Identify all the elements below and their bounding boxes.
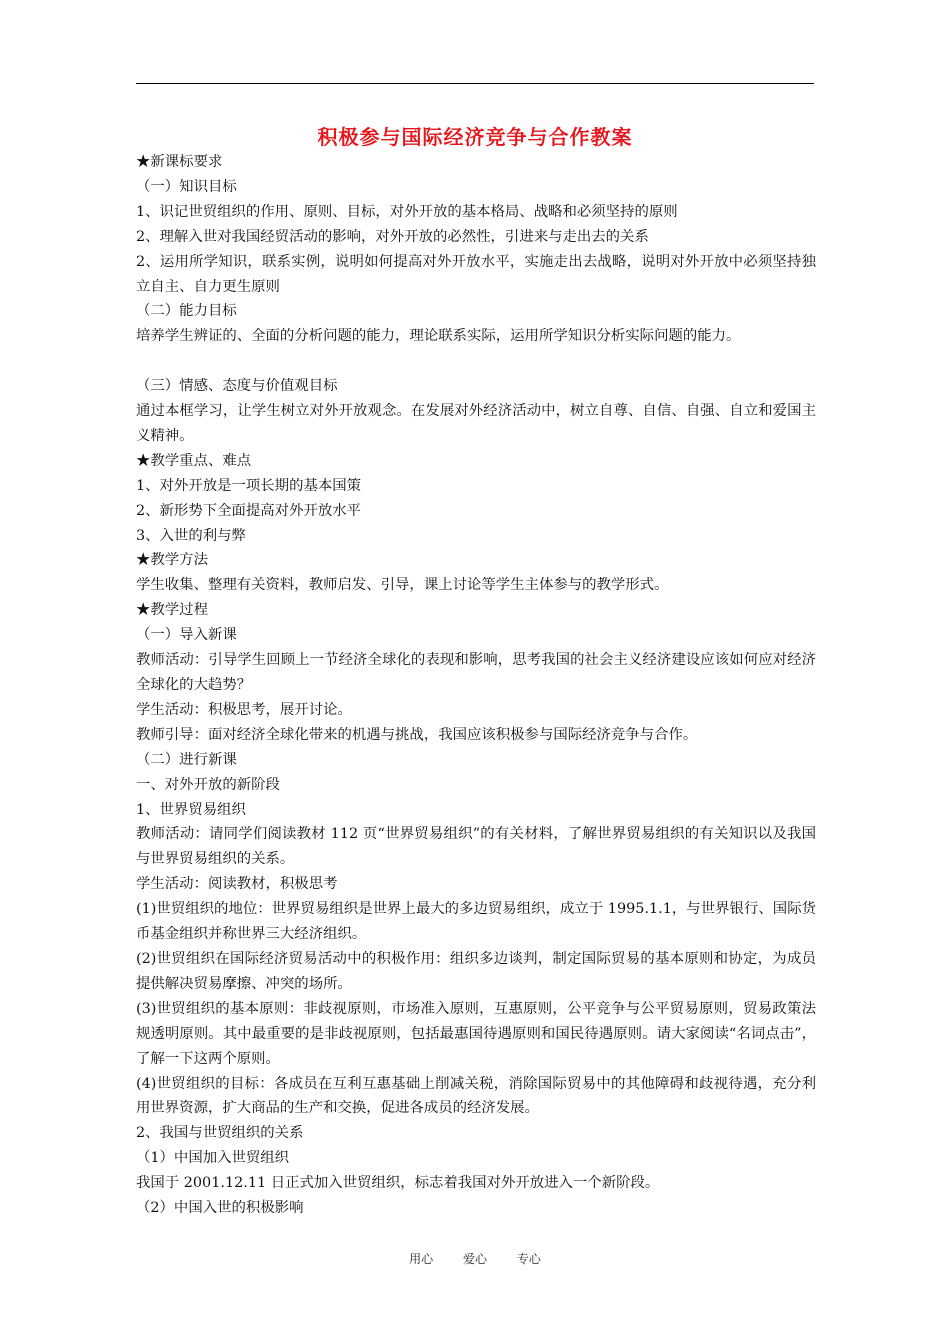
paragraph: 教师活动：请同学们阅读教材 112 页“世界贸易组织”的有关材料，了解世界贸易组织的有关知识以及我国与世界贸易组织的关系。 [136,826,816,868]
subsection-heading: 1、世界贸易组织 [136,801,246,818]
page-title: 积极参与国际经济竞争与合作教案 [317,125,633,149]
paragraph: (1)世贸组织的地位：世界贸易组织是世界上最大的多边贸易组织，成立于 1995.1.1，与世界银行、国际货币基金组织并称世界三大经济组织。 [136,901,816,943]
page-footer [0,1250,950,1267]
blank-line [136,349,816,374]
subsection-heading: （二）进行新课 [136,751,237,768]
paragraph: (4)世贸组织的目标：各成员在互利互惠基础上削减关税，消除国际贸易中的其他障碍和歧视待遇，充分利用世界资源，扩大商品的生产和交换，促进各成员的经济发展。 [136,1075,816,1117]
list-item: 2、运用所学知识，联系实例，说明如何提高对外开放水平，实施走出去战略，说明对外开放中必须坚持独立自主、自力更生原则 [136,253,816,295]
subsection-heading: （2）中国入世的积极影响 [136,1200,304,1217]
subsection-heading: 一、对外开放的新阶段 [136,776,280,793]
list-item: 1、识记世贸组织的作用、原则、目标，对外开放的基本格局、战略和必须坚持的原则 [136,203,678,220]
paragraph: 培养学生辨证的、全面的分析问题的能力，理论联系实际，运用所学知识分析实际问题的能力。 [136,328,741,345]
document-body [136,150,816,1221]
section-heading: ★教学过程 [136,602,208,619]
paragraph: (2)世贸组织在国际经济贸易活动中的积极作用：组织多边谈判，制定国际贸易的基本原则和协定，为成员提供解决贸易摩擦、冲突的场所。 [136,950,816,992]
subsection-heading: （一）导入新课 [136,627,237,644]
section-heading: ★教学重点、难点 [136,452,252,469]
section-heading: ★新课标要求 [136,154,223,170]
subsection-heading: （二）能力目标 [136,303,237,320]
paragraph: 我国于 2001.12.11 日正式加入世贸组织，标志着我国对外开放进入一个新阶段。 [136,1175,660,1192]
paragraph: 学生收集、整理有关资料，教师启发、引导，课上讨论等学生主体参与的教学形式。 [136,577,669,594]
subsection-heading: （一）知识目标 [136,178,237,195]
subsection-heading: 2、我国与世贸组织的关系 [136,1125,304,1142]
subsection-heading: （1）中国加入世贸组织 [136,1150,290,1167]
paragraph: 通过本框学习，让学生树立对外开放观念。在发展对外经济活动中，树立自尊、自信、自强、自立和爱国主义精神。 [136,403,816,444]
list-item: 2、新形势下全面提高对外开放水平 [136,502,362,519]
subsection-heading: （三）情感、态度与价值观目标 [136,378,338,395]
footer-motto: 专心 [516,1252,541,1266]
paragraph: 学生活动：积极思考，展开讨论。 [136,701,352,718]
list-item: 3、入世的利与弊 [136,527,246,544]
footer-motto: 用心 [409,1252,434,1266]
section-heading: ★教学方法 [136,552,208,569]
paragraph: 教师活动：引导学生回顾上一节经济全球化的表现和影响，思考我国的社会主义经济建设应该如何应对经济全球化的大趋势？ [136,652,816,694]
paragraph: (3)世贸组织的基本原则：非歧视原则，市场准入原则，互惠原则，公平竞争与公平贸易原则，贸易政策法规透明原则。其中最重要的是非歧视原则，包括最惠国待遇原则和国民待遇原则。请大家阅读“名词点击”，了解一下这两个原则。 [136,1000,816,1067]
footer-motto: 爱心 [462,1252,487,1266]
header-rule [136,83,814,84]
paragraph: 教师引导：面对经济全球化带来的机遇与挑战，我国应该积极参与国际经济竞争与合作。 [136,726,698,743]
list-item: 2、理解入世对我国经贸活动的影响，对外开放的必然性，引进来与走出去的关系 [136,228,649,245]
paragraph: 学生活动：阅读教材，积极思考 [136,876,338,893]
list-item: 1、对外开放是一项长期的基本国策 [136,477,362,494]
